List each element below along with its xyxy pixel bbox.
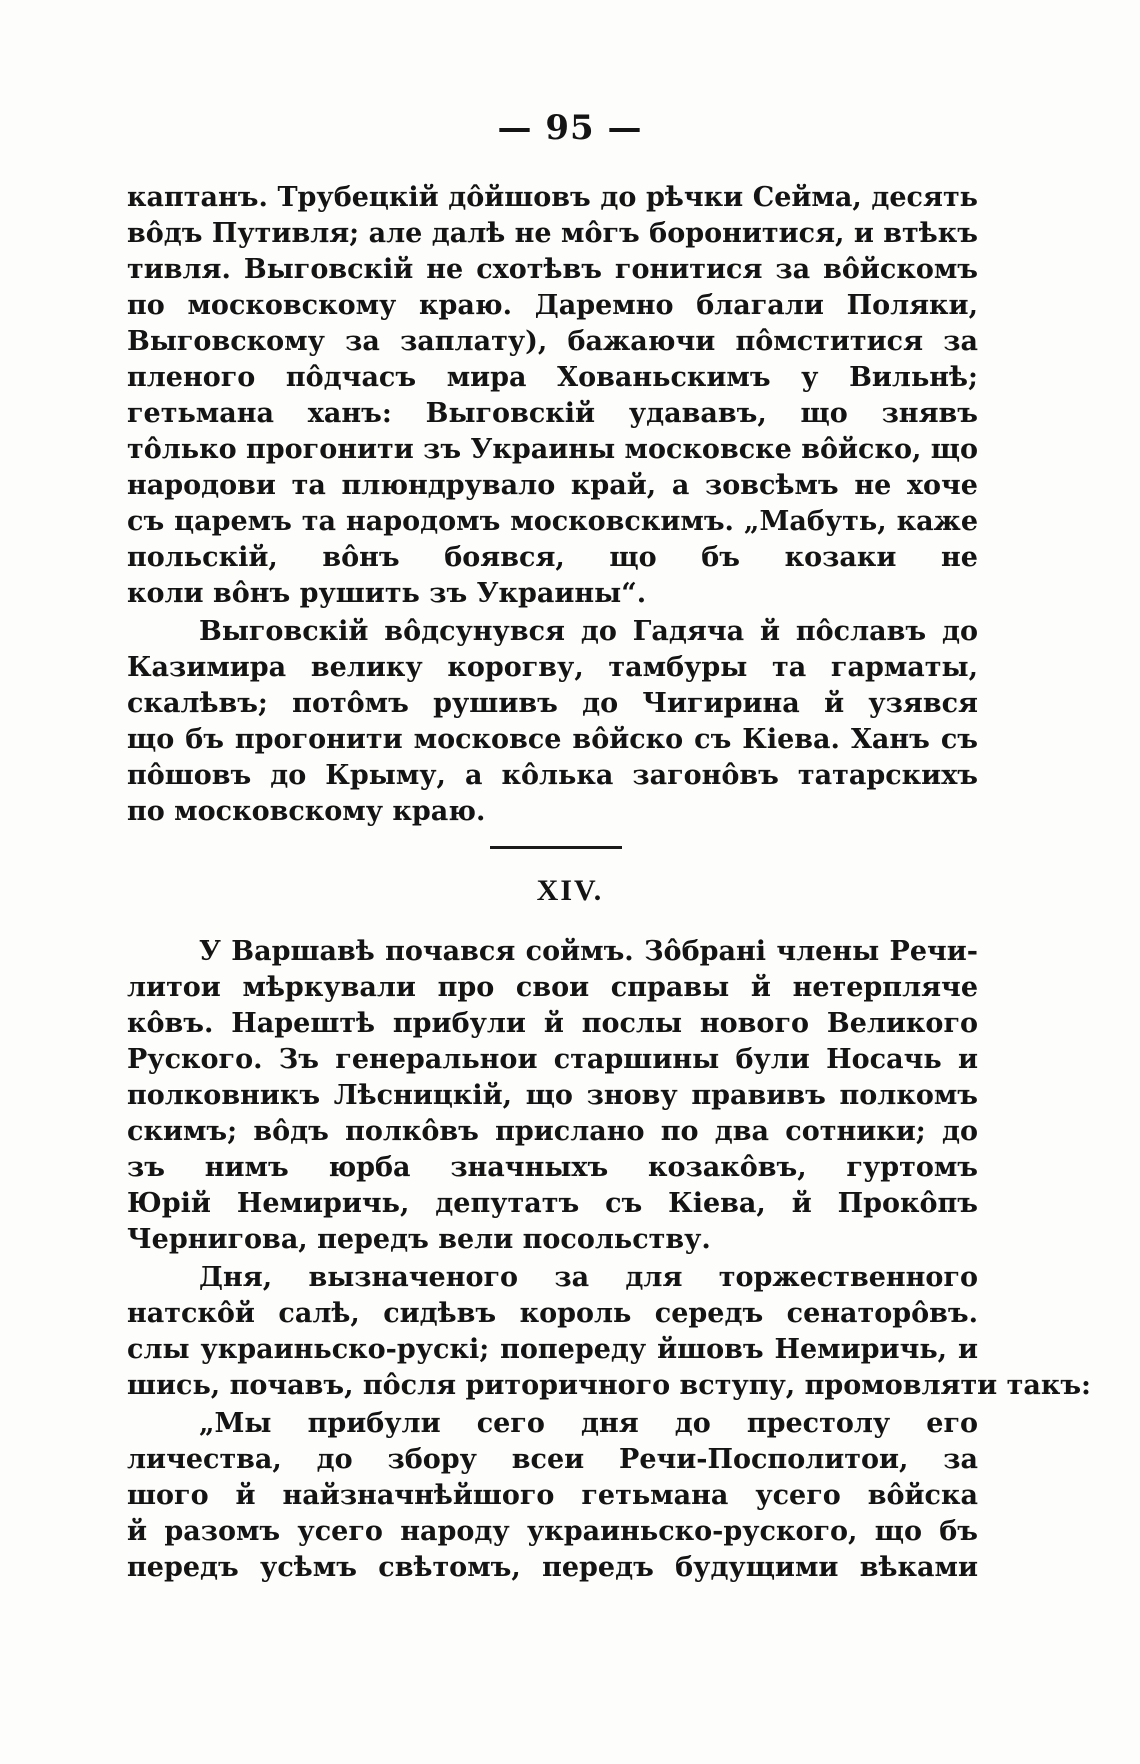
paragraph-continued <box>127 180 978 612</box>
text-line: каптанъ. Трубецкій дôйшовъ до рѣчки Сейма, десять <box>127 182 978 213</box>
section-divider <box>490 846 622 849</box>
text-line: що бъ прогонити московсе вôйско съ Кіева. Ханъ съ <box>127 724 978 755</box>
text-line: пôшовъ до Крыму, а кôлька загонôвъ татарскихъ <box>127 760 978 791</box>
text-line: слы украиньско-рускі; попереду йшовъ Немиричь, и <box>127 1334 978 1365</box>
text-line: гетьмана ханъ: Выговскій удававъ, що знявъ <box>127 398 978 429</box>
text-line: вôдъ Путивля; але далѣ не мôгъ боронитися, и втѣкъ <box>127 218 978 249</box>
text-line: й разомъ усего народу украиньско-руского, що бъ <box>127 1516 978 1547</box>
text-line: скимъ; вôдъ полкôвъ прислано по два сотники; до <box>127 1116 978 1147</box>
section-heading: XIV. <box>536 874 604 907</box>
text-line: польскій, вôнъ боявся, що бъ козаки не <box>127 542 978 573</box>
text-line: Юрій Немиричь, депутатъ съ Кіева, й Прокôпъ <box>127 1188 978 1219</box>
text-line: Дня, вызначеного за для торжественного <box>199 1262 978 1293</box>
paragraph-speech <box>127 1406 978 1586</box>
text-line: Выговскому за заплату), бажаючи пôмститися за <box>127 326 978 357</box>
text-line: тивля. Выговскій не схотѣвъ гонитися за вôйскомъ <box>127 254 978 285</box>
text-line: кôвъ. Нарештѣ прибули й послы нового Великого <box>127 1008 978 1039</box>
text-line: зъ нимъ юрба значныхъ козакôвъ, гуртомъ <box>127 1152 978 1183</box>
text-line: личества, до збору всеи Речи-Посполитои, за <box>127 1444 978 1475</box>
paragraph-vygovsky <box>127 614 978 830</box>
text-line: пленого пôдчасъ мира Хованьскимъ у Вильнѣ; <box>127 362 978 393</box>
text-line: полковникъ Лѣсницкій, що знову правивъ полкомъ <box>127 1080 978 1111</box>
text-line: Чернигова, передъ вели посольству. <box>127 1224 711 1255</box>
paragraph-warsaw-sejm <box>127 934 978 1258</box>
text-line: передъ усѣмъ свѣтомъ, передъ будущими вѣками <box>127 1552 978 1583</box>
text-line: шого й найзначнѣйшого гетьмана усего вôйска <box>127 1480 978 1511</box>
text-line: тôлько прогонити зъ Украины московске вôйско, що <box>127 434 978 465</box>
text-line: литои мѣркували про свои справы й нетерпляче <box>127 972 978 1003</box>
text-line: коли вôнъ рушить зъ Украины“. <box>127 578 647 609</box>
text-line: по московскому краю. Даремно благали Поляки, <box>127 290 978 321</box>
text-line: натскôй салѣ, сидѣвъ король середъ сенаторôвъ. <box>127 1298 978 1329</box>
text-line: шись, почавъ, пôсля риторичного вступу, промовляти такъ: <box>127 1370 1092 1401</box>
text-line: Руского. Зъ генеральнои старшины були Носачь и <box>127 1044 978 1075</box>
text-line: Казимира велику корогву, тамбуры та гарматы, <box>127 652 978 683</box>
text-line: Выговскій вôдсунувся до Гадяча й пôславъ до <box>199 616 978 647</box>
text-line: скалѣвъ; потôмъ рушивъ до Чигирина й узявся <box>127 688 978 719</box>
text-line: У Варшавѣ почався соймъ. Зôбрані члены Речи- <box>199 936 978 967</box>
text-line: съ царемъ та народомъ московскимъ. „Мабуть, каже <box>127 506 978 537</box>
text-line: „Мы прибули сего дня до престолу его <box>199 1408 978 1439</box>
page-number: — 95 — <box>497 108 643 148</box>
text-line: по московскому краю. <box>127 796 486 827</box>
paragraph-reception <box>127 1260 1092 1404</box>
text-line: народови та плюндрувало край, а зовсѣмъ не хоче <box>127 470 978 501</box>
